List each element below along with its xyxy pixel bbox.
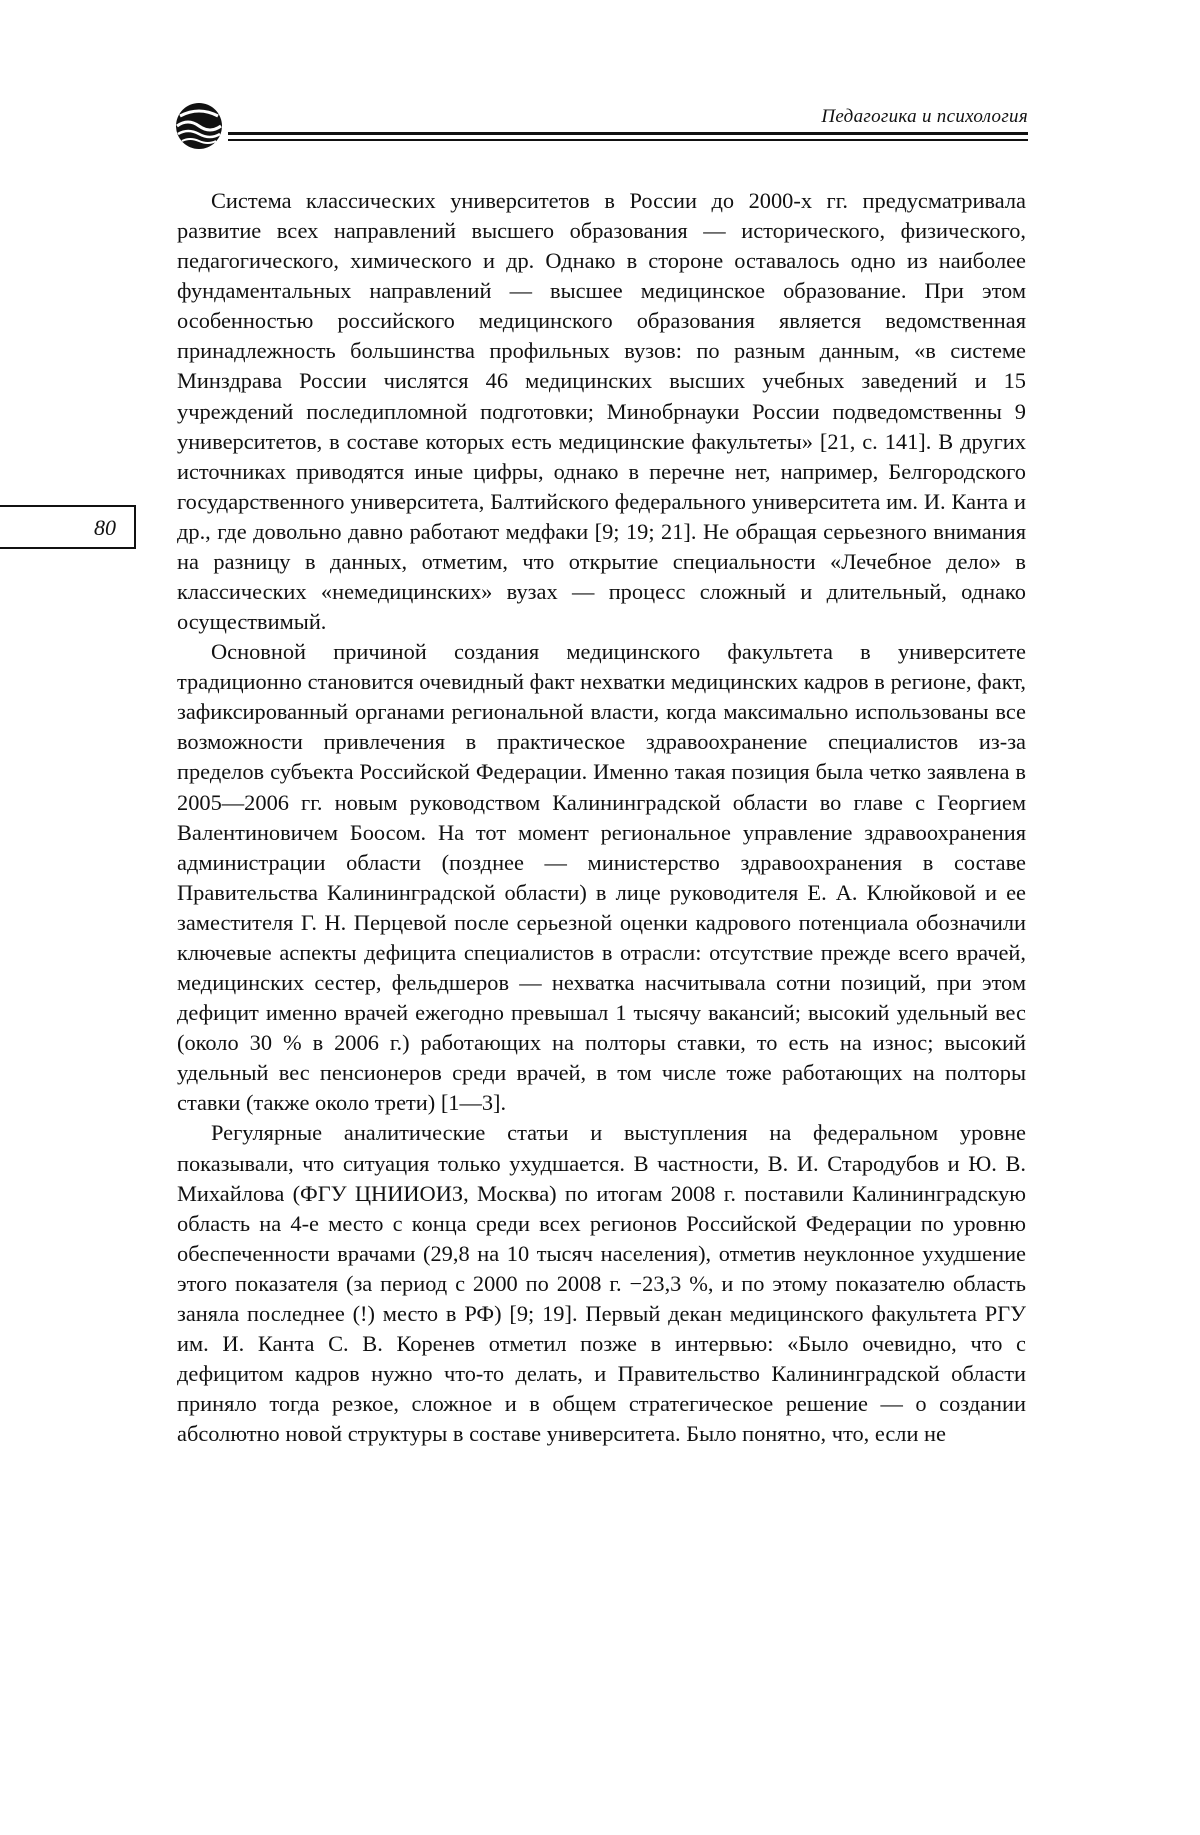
article-body: [177, 186, 1026, 1449]
header-rule-thick: [228, 132, 1028, 135]
page-number: 80: [94, 515, 116, 540]
paragraph-3: Регулярные аналитические статьи и выступления на федеральном уровне показывали, что ситуация только ухудшается. В частности, В. И. Стародубов и Ю. В. Михайлова (ФГУ ЦНИИОИЗ, Москва) по итогам 2008 г. поставили Калининградскую область на 4-е место с конца среди всех регионов Российской Федерации по уровню обеспеченности врачами (29,8 на 10 тысяч населения), отметив неуклонное ухудшение этого показателя (за период с 2000 по 2008 г. −23,3 %, и по этому показателю область заняла последнее (!) место в РФ) [9; 19]. Первый декан медицинского факультета РГУ им. И. Канта С. В. Коренев отметил позже в интервью: «Было очевидно, что с дефицитом кадров нужно что-то делать, и Правительство Калининградской области приняло тогда резкое, сложное и в общем стратегическое решение — о создании абсолютно новой структуры в составе университета. Было понятно, что, если не: [177, 1120, 1026, 1447]
page-number-box: [0, 505, 136, 549]
header-rule-thin: [228, 139, 1028, 141]
running-title: Педагогика и психология: [821, 106, 1028, 127]
paragraph-1: Система классических университетов в России до 2000-х гг. предусматривала развитие всех направлений высшего образования — исторического, физического, педагогического, химического и др. Однако в стороне оставалось одно из наиболее фундаментальных направлений — высшее медицинское образование. При этом особенностью российского медицинского образования является ведомственная принадлежность большинства профильных вузов: по разным данным, «в системе Минздрава России числятся 46 медицинских высших учебных заведений и 15 учреждений последипломной подготовки; Минобрнауки России подведомственны 9 университетов, в составе которых есть медицинские факультеты» [21, с. 141]. В других источниках приводятся иные цифры, однако в перечне нет, например, Белгородского государственного университета, Балтийского федерального университета им. И. Канта и др., где довольно давно работают медфаки [9; 19; 21]. Не обращая серьезного внимания на разницу в данных, отметим, что открытие специальности «Лечебное дело» в классических «немедицинских» вузах — процесс сложный и длительный, однако осуществимый.: [177, 188, 1026, 635]
paragraph-2: Основной причиной создания медицинского факультета в университете традиционно становится очевидный факт нехватки медицинских кадров в регионе, факт, зафиксированный органами региональной власти, когда максимально использованы все возможности привлечения в практическое здравоохранение специалистов из-за пределов субъекта Российской Федерации. Именно такая позиция была четко заявлена в 2005—2006 гг. новым руководством Калининградской области во главе с Георгием Валентиновичем Боосом. На тот момент региональное управление здравоохранения администрации области (позднее — министерство здравоохранения в составе Правительства Калининградской области) в лице руководителя Е. А. Клюйковой и ее заместителя Г. Н. Перцевой после серьезной оценки кадрового потенциала обозначили ключевые аспекты дефицита специалистов в отрасли: отсутствие прежде всего врачей, медицинских сестер, фельдшеров — нехватка насчитывала сотни позиций, при этом дефицит именно врачей ежегодно превышал 1 тысячу вакансий; высокий удельный вес (около 30 % в 2006 г.) работающих на полторы ставки, то есть на износ; высокий удельный вес пенсионеров среди врачей, в том числе тоже работающих на полторы ставки (также около трети) [1—3].: [177, 639, 1026, 1116]
running-header: [172, 96, 1028, 152]
journal-wave-emblem-icon: [172, 98, 234, 158]
